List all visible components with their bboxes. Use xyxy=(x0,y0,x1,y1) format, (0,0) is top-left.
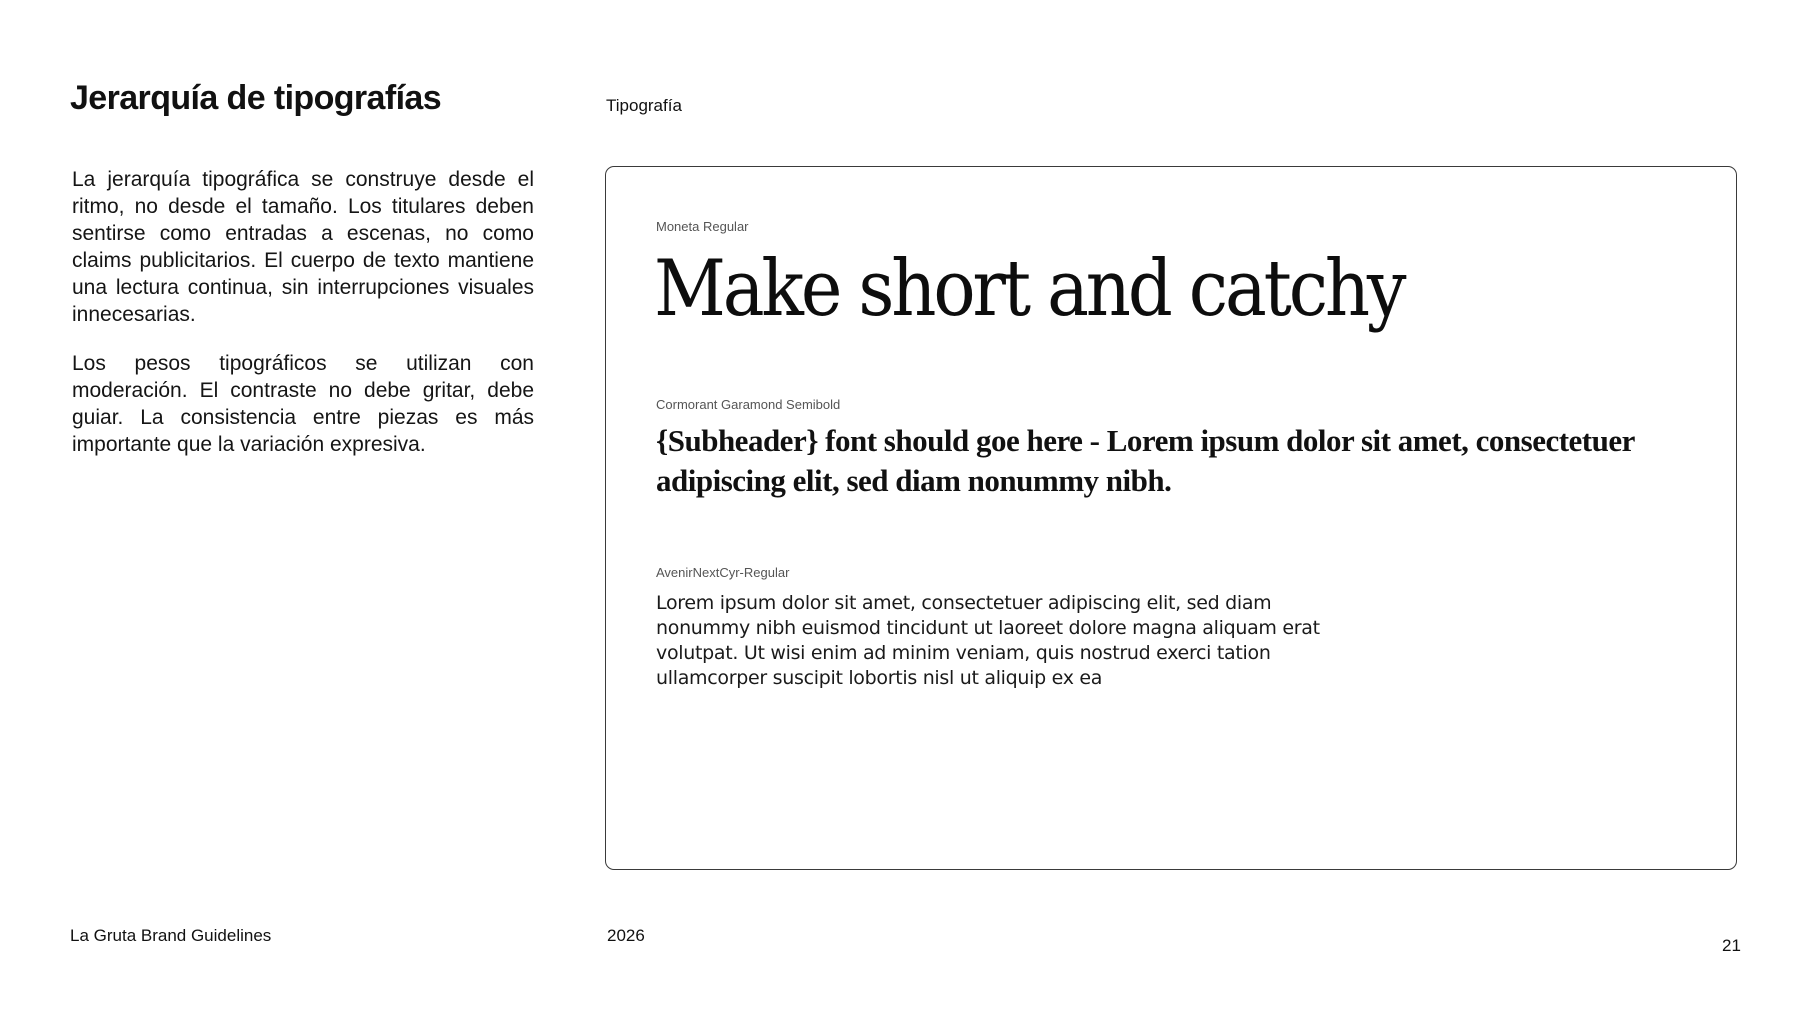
intro-paragraph: Los pesos tipográficos se utilizan con moderación. El contraste no debe gritar, debe guiar. La consistencia entre piezas es más importante que la variación expresiva. xyxy=(72,352,534,456)
intro-text xyxy=(72,166,534,480)
page-title: Jerarquía de tipografías xyxy=(70,79,442,117)
body-font-name: AvenirNextCyr-Regular xyxy=(656,565,790,580)
display-font-name: Moneta Regular xyxy=(656,219,749,234)
footer-brand: La Gruta Brand Guidelines xyxy=(70,926,272,945)
body-font-sample: Lorem ipsum dolor sit amet, consectetuer adipiscing elit, sed diam nonummy nibh euismod tincidunt ut laoreet dolore magna aliquam erat volutpat. Ut wisi enim ad minim veniam, quis nostrud exerci tation ullamcorper suscipit lobortis nisl ut aliquip ex ea xyxy=(656,592,1320,689)
typography-specimen-card xyxy=(605,166,1737,870)
subheader-font-name: Cormorant Garamond Semibold xyxy=(656,397,841,412)
intro-paragraph: La jerarquía tipográfica se construye desde el ritmo, no desde el tamaño. Los titulares deben sentirse como entradas a escenas, no como claims publicitarios. El cuerpo de texto mantiene una lectura continua, sin interrupciones visuales innecesarias. xyxy=(72,168,534,326)
footer-year: 2026 xyxy=(607,926,645,945)
section-label: Tipografía xyxy=(606,96,682,115)
page-number: 21 xyxy=(1722,936,1741,955)
display-font-sample: Make short and catchy xyxy=(654,244,1404,334)
subheader-font-sample: {Subheader} font should goe here - Lorem ipsum dolor sit amet, consectetuer adipiscing elit, sed diam nonummy nibh. xyxy=(656,423,1635,498)
